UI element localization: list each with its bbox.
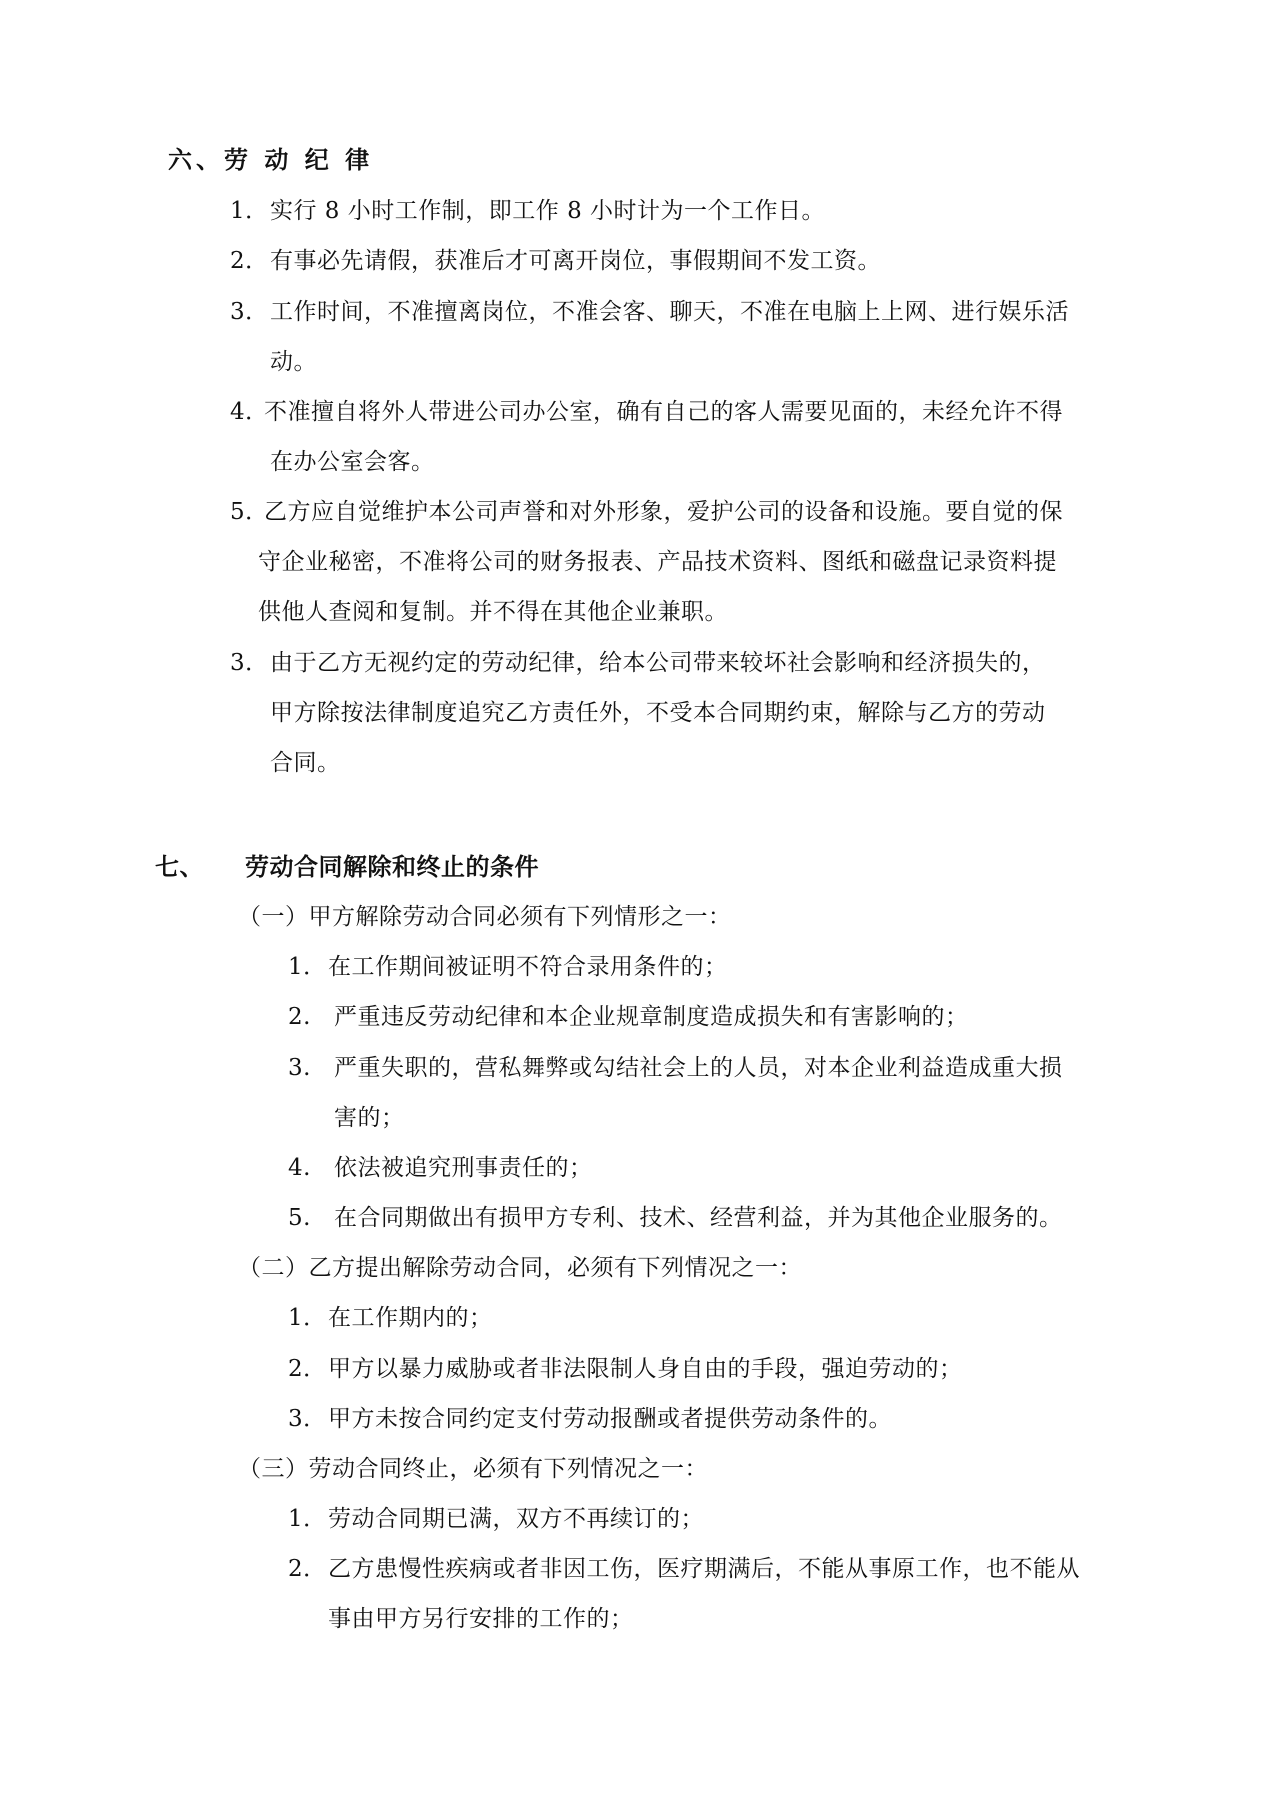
section-6-item-1-text: 实行 8 小时工作制，即工作 8 小时计为一个工作日。 [270, 198, 826, 224]
subsection-2-heading: （二）乙方提出解除劳动合同，必须有下列情况之一： [238, 1255, 802, 1281]
section-6-item-5-text-line-1: 乙方应自觉维护本公司声誉和对外形象，爱护公司的设备和设施。要自觉的保 [264, 499, 1063, 525]
section-6-item-5-text-line-2: 守企业秘密，不准将公司的财务报表、产品技术资料、图纸和磁盘记录资料提 [258, 549, 1057, 575]
section-6-item-6-text-line-1: 由于乙方无视约定的劳动纪律，给本公司带来较坏社会影响和经济损失的， [270, 650, 1046, 676]
subsection-1-item-3-text-line-1: 严重失职的，营私舞弊或勾结社会上的人员，对本企业利益造成重大损 [334, 1055, 1063, 1081]
subsection-1-item-3-text-line-2: 害的； [334, 1105, 405, 1131]
section-7-number: 七、 [155, 852, 204, 881]
subsection-1-item-4-text: 依法被追究刑事责任的； [334, 1155, 593, 1181]
subsection-2-item-2-text: 甲方以暴力威胁或者非法限制人身自由的手段，强迫劳动的； [328, 1356, 963, 1382]
section-6-item-6-text-line-2: 甲方除按法律制度追究乙方责任外，不受本合同期约束，解除与乙方的劳动 [270, 700, 1046, 726]
subsection-2-item-3-number: 3． [288, 1406, 327, 1432]
section-6-item-4-number: 4． [230, 399, 269, 425]
subsection-3-heading: （三）劳动合同终止，必须有下列情况之一： [238, 1456, 708, 1482]
subsection-2-item-2-number: 2． [288, 1356, 327, 1382]
section-7-heading [155, 852, 539, 882]
section-7-title: 劳动合同解除和终止的条件 [245, 852, 539, 881]
subsection-1-item-2-text: 严重违反劳动纪律和本企业规章制度造成损失和有害影响的； [334, 1004, 969, 1030]
section-6-item-1-number: 1． [230, 198, 269, 224]
section-6-item-2-number: 2． [230, 248, 269, 274]
subsection-1-item-1-number: 1． [288, 954, 327, 980]
section-6-item-4-text-line-1: 不准擅自将外人带进公司办公室，确有自己的客人需要见面的，未经允许不得 [264, 399, 1063, 425]
section-6-item-4-text-line-2: 在办公室会客。 [270, 449, 435, 475]
section-6-item-2-text: 有事必先请假，获准后才可离开岗位，事假期间不发工资。 [270, 248, 881, 274]
section-6-item-5-text-line-3: 供他人查阅和复制。并不得在其他企业兼职。 [258, 599, 728, 625]
section-6-item-6-text-line-3: 合同。 [270, 750, 341, 776]
subsection-1-item-4-number: 4. [288, 1155, 311, 1181]
subsection-1-item-3-number: 3. [288, 1055, 311, 1081]
subsection-2-item-1-text: 在工作期内的； [328, 1305, 493, 1331]
section-6-item-3-text-line-2: 动。 [270, 349, 317, 375]
subsection-3-item-2-text-line-2: 事由甲方另行安排的工作的； [328, 1606, 634, 1632]
subsection-2-item-1-number: 1． [288, 1305, 327, 1331]
subsection-3-item-1-text: 劳动合同期已满，双方不再续订的； [328, 1506, 704, 1532]
subsection-3-item-1-number: 1． [288, 1506, 327, 1532]
section-6-item-6-number: 3． [230, 650, 269, 676]
subsection-3-item-2-number: 2． [288, 1556, 327, 1582]
section-6-item-5-number: 5． [230, 499, 269, 525]
subsection-1-heading: （一）甲方解除劳动合同必须有下列情形之一： [238, 904, 732, 930]
subsection-1-item-5-text: 在合同期做出有损甲方专利、技术、经营利益，并为其他企业服务的。 [334, 1205, 1063, 1231]
subsection-1-item-2-number: 2. [288, 1004, 311, 1030]
section-6-title: 六、劳 动 纪 律 [168, 145, 374, 174]
subsection-3-item-2-text-line-1: 乙方患慢性疾病或者非因工伤，医疗期满后，不能从事原工作，也不能从 [328, 1556, 1080, 1582]
subsection-1-item-5-number: 5. [288, 1205, 311, 1231]
section-6-item-3-number: 3． [230, 299, 269, 325]
subsection-1-item-1-text: 在工作期间被证明不符合录用条件的； [328, 954, 728, 980]
subsection-2-item-3-text: 甲方未按合同约定支付劳动报酬或者提供劳动条件的。 [328, 1406, 892, 1432]
section-6-item-3-text-line-1: 工作时间，不准擅离岗位，不准会客、聊天，不准在电脑上上网、进行娱乐活 [270, 299, 1069, 325]
